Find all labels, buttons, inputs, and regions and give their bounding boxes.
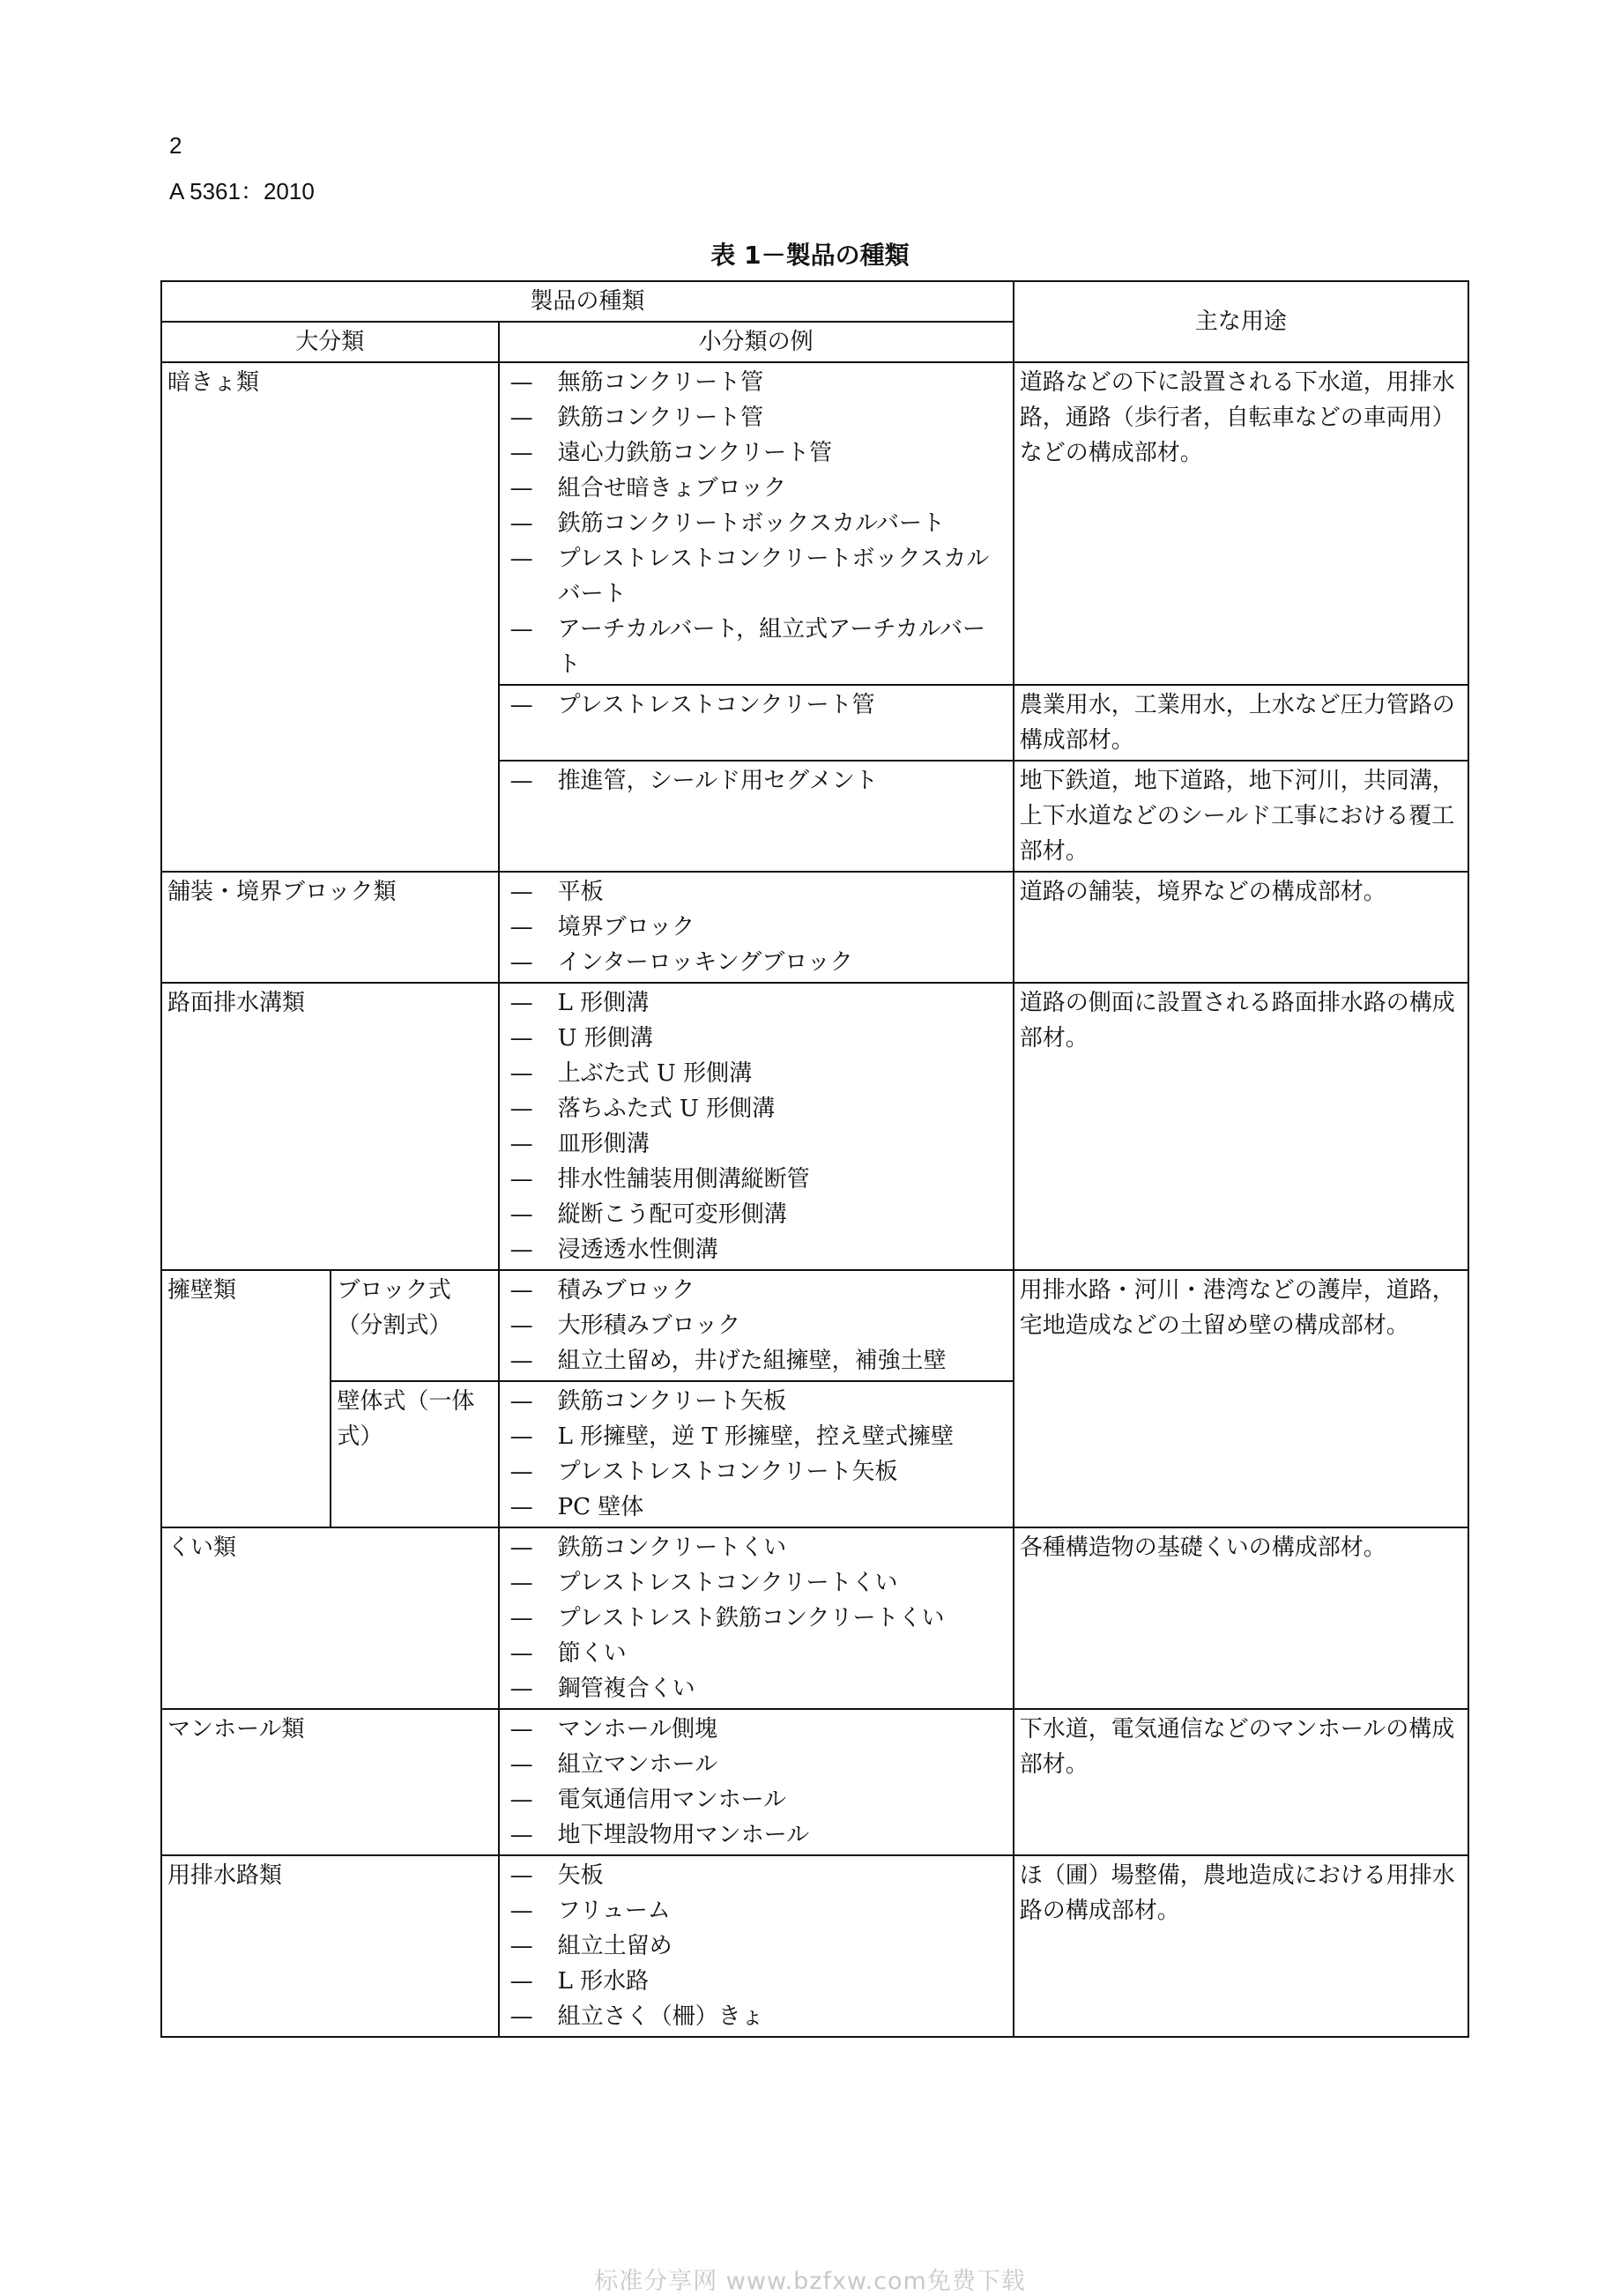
list-item: — 鉄筋コンクリート管 bbox=[505, 400, 1007, 435]
table-row bbox=[161, 1855, 1468, 2037]
table-row bbox=[161, 1709, 1468, 1855]
list-item: — 鉄筋コンクリート矢板 bbox=[505, 1384, 1007, 1419]
list-item: — 地下埋設物用マンホール bbox=[505, 1817, 1007, 1853]
list-item: — U 形側溝 bbox=[505, 1021, 1007, 1056]
list-item: — プレストレスト鉄筋コンクリートくい bbox=[505, 1601, 1007, 1636]
list-item: — 積みブロック bbox=[505, 1273, 1007, 1308]
main-use-cell: 下水道，電気通信などのマンホールの構成部材。 bbox=[1014, 1709, 1468, 1855]
minor-examples-cell bbox=[499, 685, 1014, 761]
main-use-cell: 用排水路・河川・港湾などの護岸，道路，宅地造成などの土留め壁の構成部材。 bbox=[1014, 1270, 1468, 1527]
list-item: — プレストレストコンクリート管 bbox=[505, 687, 1007, 723]
page-number: 2 bbox=[169, 132, 182, 159]
minor-examples-cell bbox=[499, 1381, 1014, 1527]
main-use-cell: ほ（圃）場整備，農地造成における用排水路の構成部材。 bbox=[1014, 1855, 1468, 2037]
subcategory-cell: ブロック式（分割式） bbox=[331, 1270, 498, 1381]
list-item: — 上ぶた式 U 形側溝 bbox=[505, 1056, 1007, 1091]
header-main-use: 主な用途 bbox=[1014, 281, 1468, 362]
list-item: — プレストレストコンクリート矢板 bbox=[505, 1454, 1007, 1490]
list-item: — 浸透透水性側溝 bbox=[505, 1232, 1007, 1267]
category-cell: くい類 bbox=[161, 1527, 499, 1709]
minor-examples-cell bbox=[499, 362, 1014, 685]
minor-examples-cell bbox=[499, 983, 1014, 1270]
list-item: — 鉄筋コンクリートくい bbox=[505, 1530, 1007, 1565]
table-title: 表 1－製品の種類 bbox=[710, 241, 910, 270]
product-types-table bbox=[160, 280, 1469, 2038]
list-item: — L 形水路 bbox=[505, 1964, 1007, 1999]
list-item: — PC 壁体 bbox=[505, 1490, 1007, 1525]
minor-examples-cell bbox=[499, 1709, 1014, 1855]
list-item: — 縦断こう配可変形側溝 bbox=[505, 1197, 1007, 1232]
category-cell: 路面排水溝類 bbox=[161, 983, 499, 1270]
list-item: — インターロッキングブロック bbox=[505, 945, 1007, 980]
table-row bbox=[161, 983, 1468, 1270]
minor-examples-cell bbox=[499, 761, 1014, 872]
list-item: — 排水性舗装用側溝縦断管 bbox=[505, 1162, 1007, 1197]
table-row bbox=[161, 1527, 1468, 1709]
list-item: — 組立さく（柵）きょ bbox=[505, 1999, 1007, 2034]
table-row bbox=[161, 362, 1468, 685]
list-item: — 遠心力鉄筋コンクリート管 bbox=[505, 435, 1007, 471]
main-use-cell: 道路の側面に設置される路面排水路の構成部材。 bbox=[1014, 983, 1468, 1270]
category-cell: マンホール類 bbox=[161, 1709, 499, 1855]
category-cell: 用排水路類 bbox=[161, 1855, 499, 2037]
list-item: — 節くい bbox=[505, 1636, 1007, 1671]
table-row bbox=[161, 1270, 1468, 1381]
list-item: — 皿形側溝 bbox=[505, 1126, 1007, 1162]
list-item: — 電気通信用マンホール bbox=[505, 1782, 1007, 1817]
category-cell: 暗きょ類 bbox=[161, 362, 499, 872]
list-item: — プレストレストコンクリートくい bbox=[505, 1565, 1007, 1601]
list-item: — 組立マンホール bbox=[505, 1747, 1007, 1782]
minor-examples-cell bbox=[499, 1855, 1014, 2037]
list-item: — アーチカルバート，組立式アーチカルバート bbox=[505, 612, 1007, 682]
main-use-cell: 各種構造物の基礎くいの構成部材。 bbox=[1014, 1527, 1468, 1709]
list-item: — 組立土留め，井げた組擁壁，補強土壁 bbox=[505, 1343, 1007, 1378]
list-item: — 組立土留め bbox=[505, 1928, 1007, 1964]
list-item: — L 形側溝 bbox=[505, 985, 1007, 1021]
main-use-cell: 道路などの下に設置される下水道，用排水路，通路（歩行者，自転車などの車両用）などの構成部材。 bbox=[1014, 362, 1468, 685]
minor-examples-cell bbox=[499, 872, 1014, 983]
header-product-types: 製品の種類 bbox=[161, 281, 1014, 322]
category-cell: 擁壁類 bbox=[161, 1270, 331, 1527]
category-cell: 舗装・境界ブロック類 bbox=[161, 872, 499, 983]
list-item: — 無筋コンクリート管 bbox=[505, 365, 1007, 400]
main-use-cell: 地下鉄道，地下道路，地下河川，共同溝，上下水道などのシールド工事における覆工部材。 bbox=[1014, 761, 1468, 872]
subcategory-cell: 壁体式（一体式） bbox=[331, 1381, 498, 1527]
header-row-1 bbox=[161, 281, 1468, 322]
list-item: — 推進管，シールド用セグメント bbox=[505, 763, 1007, 799]
list-item: — 大形積みブロック bbox=[505, 1308, 1007, 1343]
list-item: — 境界ブロック bbox=[505, 910, 1007, 945]
list-item: — 平板 bbox=[505, 874, 1007, 910]
list-item: — フリューム bbox=[505, 1893, 1007, 1928]
list-item: — L 形擁壁，逆 T 形擁壁，控え壁式擁壁 bbox=[505, 1419, 1007, 1454]
header-minor-examples: 小分類の例 bbox=[499, 322, 1014, 362]
main-use-cell: 道路の舗装，境界などの構成部材。 bbox=[1014, 872, 1468, 983]
list-item: — 鋼管複合くい bbox=[505, 1671, 1007, 1706]
table-row bbox=[161, 872, 1468, 983]
list-item: — マンホール側塊 bbox=[505, 1712, 1007, 1747]
list-item: — 落ちふた式 U 形側溝 bbox=[505, 1091, 1007, 1126]
main-use-cell: 農業用水，工業用水，上水など圧力管路の構成部材。 bbox=[1014, 685, 1468, 761]
header-major-category: 大分類 bbox=[161, 322, 499, 362]
minor-examples-cell bbox=[499, 1527, 1014, 1709]
list-item: — 鉄筋コンクリートボックスカルバート bbox=[505, 506, 1007, 541]
list-item: — プレストレストコンクリートボックスカルバート bbox=[505, 541, 1007, 612]
list-item: — 組合せ暗きょブロック bbox=[505, 471, 1007, 506]
minor-examples-cell bbox=[499, 1270, 1014, 1381]
list-item: — 矢板 bbox=[505, 1858, 1007, 1893]
watermark: 标准分享网 www.bzfxw.com免费下载 bbox=[594, 2268, 1026, 2295]
standard-code: A 5361：2010 bbox=[169, 178, 315, 204]
